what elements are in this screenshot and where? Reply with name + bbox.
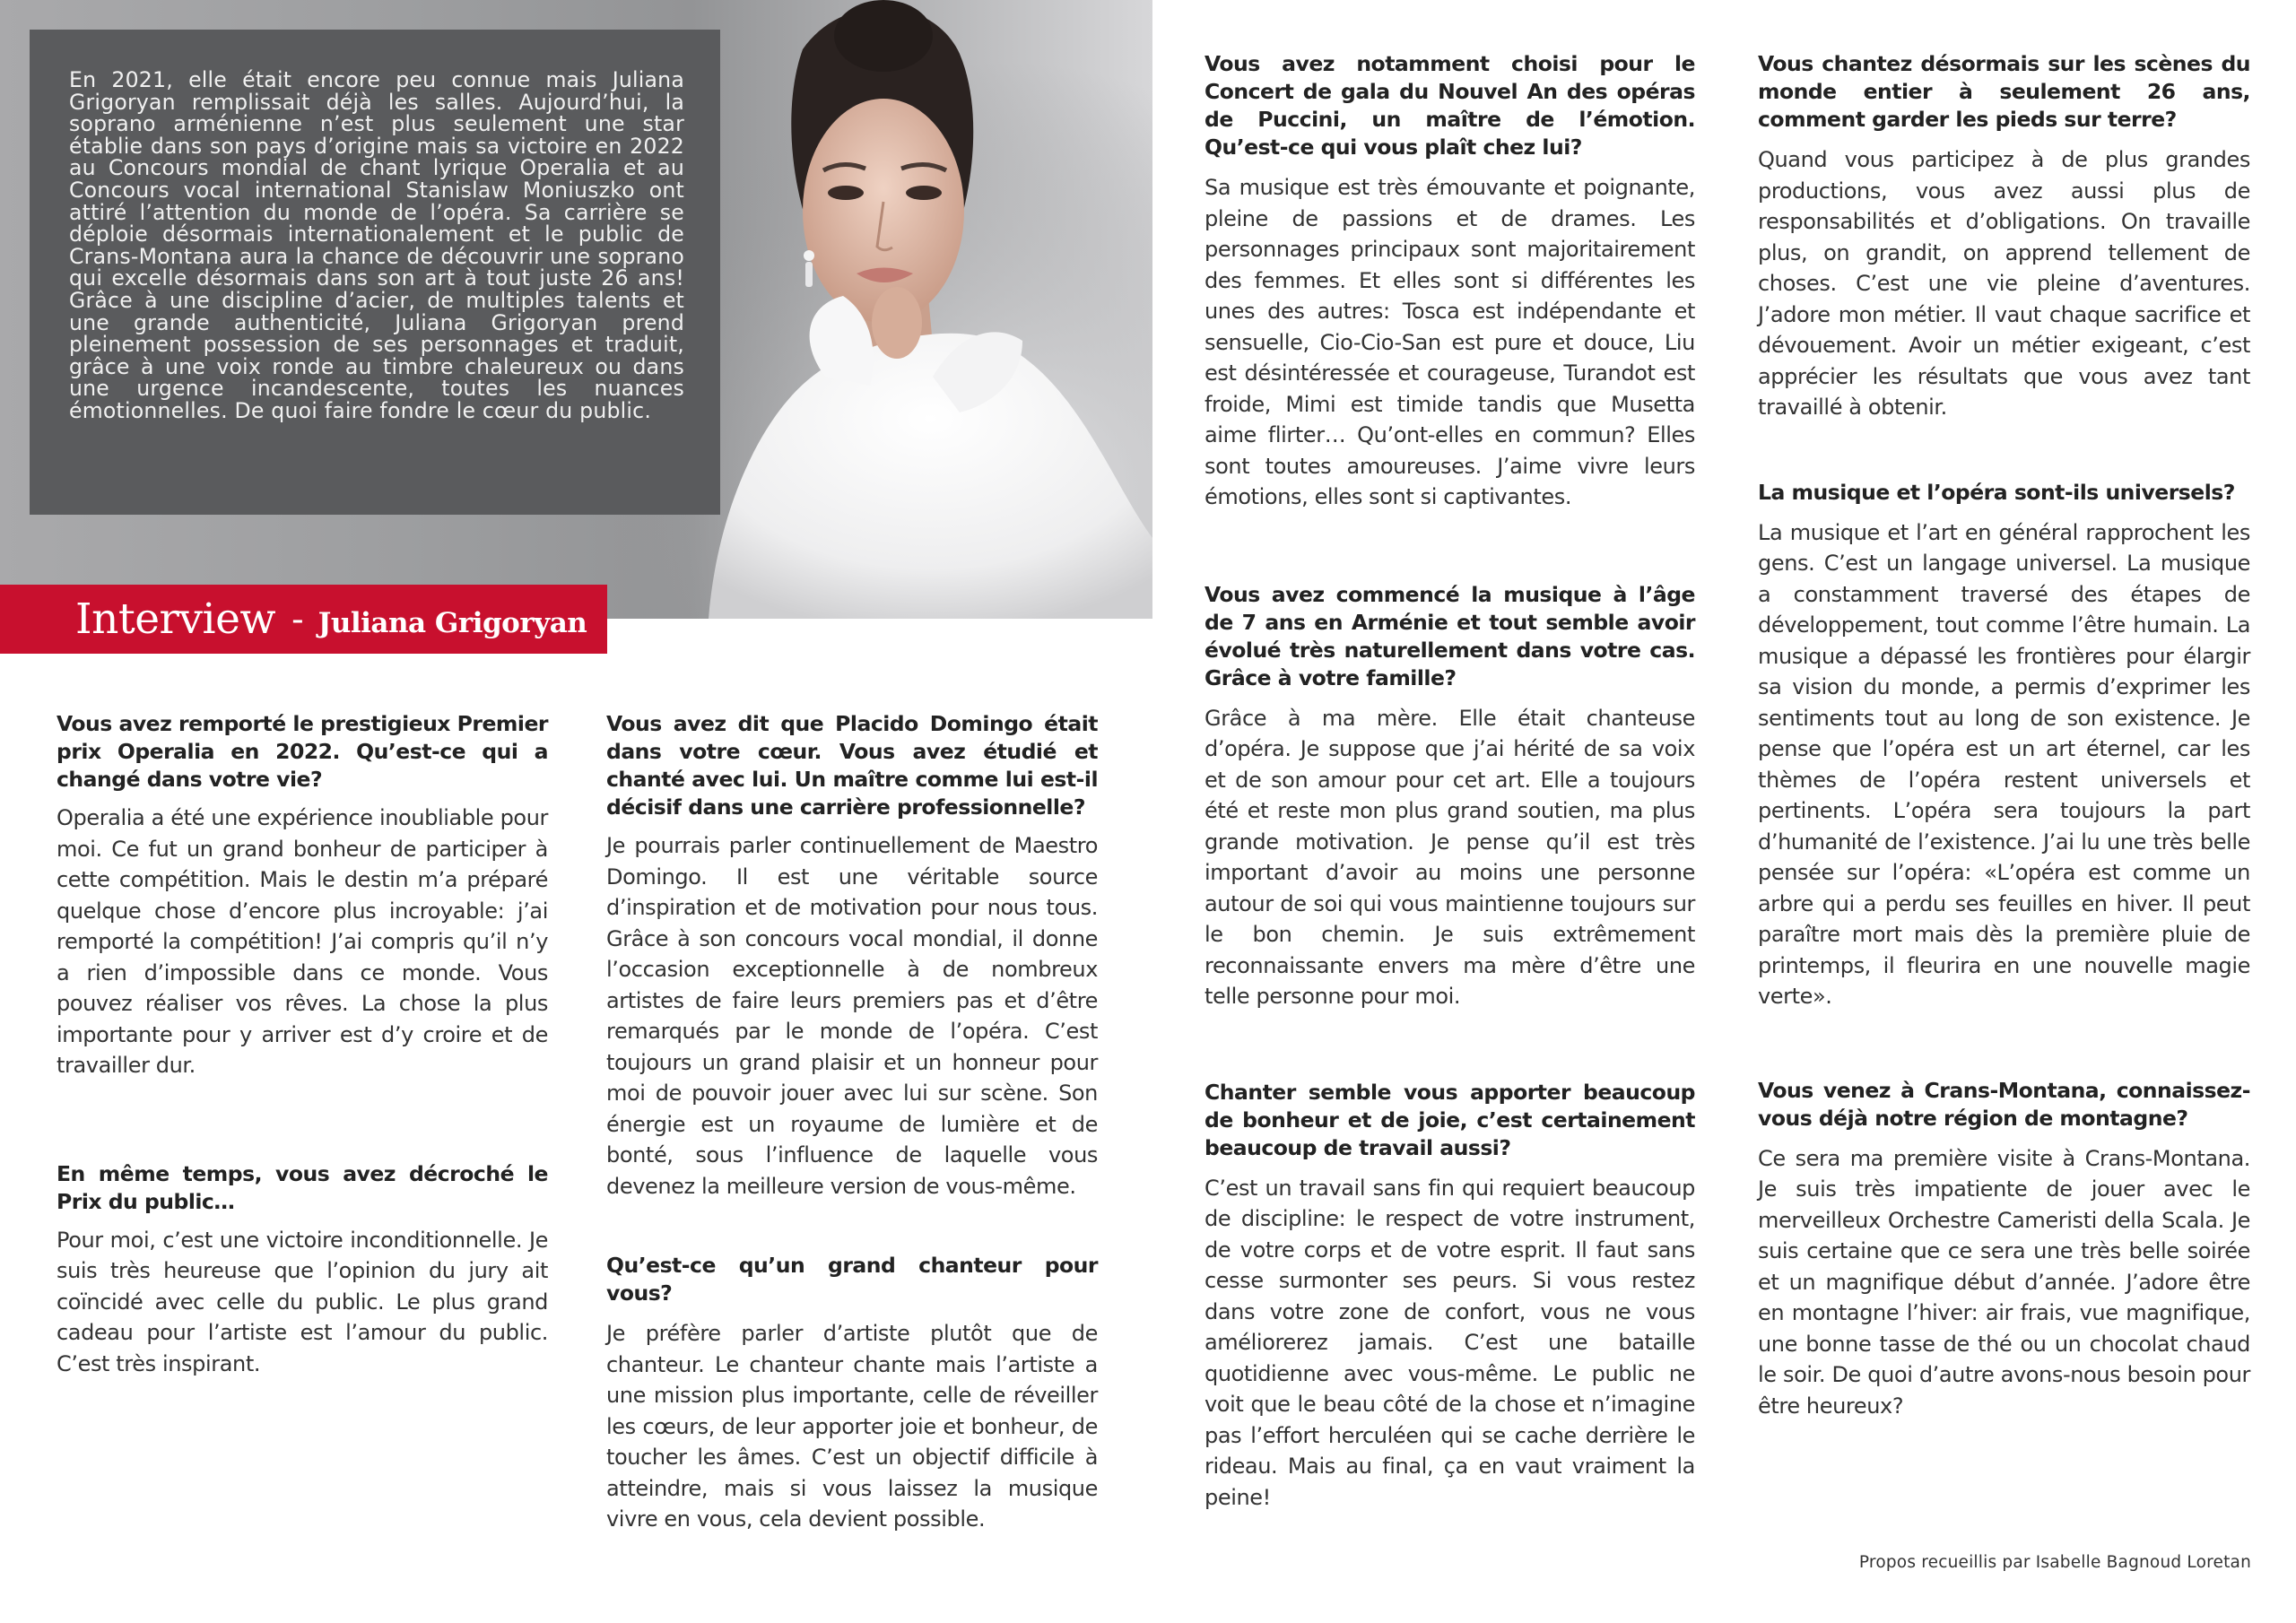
answer: Pour moi, c’est une victoire inconditionnelle. Je suis très heureuse que l’opinion du jury ait coïncidé avec celle du public. Le plus grand cadeau pour l’artiste est l’amour du public. C’est très inspirant. <box>57 1227 548 1376</box>
column-4 <box>1758 50 2250 1421</box>
question: Vous chantez désormais sur les scènes du monde entier à seulement 26 ans, comment garder les pieds sur terre? <box>1758 51 2250 132</box>
hero-section <box>0 0 1152 619</box>
interview-banner <box>0 585 607 654</box>
question: Vous avez notamment choisi pour le Concert de gala du Nouvel An des opéras de Puccini, un maître de l’émotion. Qu’est-ce qui vous plaît chez lui? <box>1205 51 1695 160</box>
question: Qu’est-ce qu’un grand chanteur pour vous? <box>606 1253 1098 1306</box>
question: En même temps, vous avez décroché le Prix du public… <box>57 1160 548 1214</box>
question: Chanter semble vous apporter beaucoup de bonheur et de joie, c’est certainement beaucoup de travail aussi? <box>1205 1079 1695 1160</box>
column-2 <box>606 710 1098 1535</box>
answer: Sa musique est très émouvante et poignante, pleine de passions et de drames. Les personnages principaux sont majoritairement des femmes. Et elles sont si différentes les unes des autres: Tosca est indépendante et sensuelle, Cio-Cio-San est pure et douce, Liu est désintéressée et courageuse, Turandot est froide, Mimi est timide tandis que Musetta aime flirter… Qu’ont-elles en commun? Elles sont toutes amoureuses. J’aime vivre leurs émotions, elles sont si captivantes. <box>1205 175 1695 509</box>
answer: La musique et l’art en général rapprochent les gens. C’est un langage universel. La musique a constamment traversé des étapes de développement, tout comme l’être humain. La musique a dépassé les frontières pour élargir sa vision du monde, a permis d’exprimer les sentiments tout au long de son existence. Je pense que l’opéra est un art éternel, car les thèmes de l’opéra restent universels et pertinents. L’opéra sera toujours la part d’humanité de l’existence. J’ai lu une très belle pensée sur l’opéra: «L’opéra est comme un arbre qui a perdu ses feuilles en hiver. Il peut paraître mort mais dès la première pluie de printemps, il fleurira en une nouvelle magie verte». <box>1758 519 2250 1009</box>
answer: Je pourrais parler continuellement de Maestro Domingo. Il est une véritable source d’inspiration et de motivation pour nous tous. Grâce à son concours vocal mondial, il donne l’occasion exceptionnelle à de nombreux artistes de faire leurs premiers pas et d’être remarqués par le monde de l’opéra. C’est toujours un grand plaisir et un honneur pour moi de pouvoir jouer avec lui sur scène. Son énergie est un royaume de lumière et de bonté, sous l’influence de laquelle vous devenez la meilleure version de vous-même. <box>606 833 1098 1199</box>
question: La musique et l’opéra sont-ils universels? <box>1758 479 2235 505</box>
column-1 <box>57 710 548 1379</box>
answer: Quand vous participez à de plus grandes productions, vous avez aussi plus de responsabilités et d’obligations. On travaille plus, on grandit, on apprend tellement de choses. C’est une vie pleine d’aventures. J’adore mon métier. Il vaut chaque sacrifice et dévouement. Avoir un métier exigeant, c’est apprécier les résultats que vous avez tant travaillé à obtenir. <box>1758 147 2250 420</box>
question: Vous avez dit que Placido Domingo était dans votre cœur. Vous avez étudié et chanté avec lui. Un maître comme lui est-il décisif dans une carrière professionnelle? <box>606 711 1098 820</box>
column-3 <box>1205 50 1695 1513</box>
answer: Grâce à ma mère. Elle était chanteuse d’opéra. Je suppose que j’ai hérité de sa voix et de son amour pour cet art. Elle a toujours été et reste mon plus grand soutien, ma plus grande motivation. Je pense qu’il est très important d’avoir au moins une personne autour de soi qui vous maintienne toujours sur le bon chemin. Je suis extrêmement reconnaissante envers ma mère d’être une telle personne pour moi. <box>1205 705 1695 1009</box>
answer: Ce sera ma première visite à Crans-Montana. Je suis très impatiente de jouer avec le merveilleux Orchestre Cameristi della Scala. Je suis certaine que ce sera une très belle soirée et un magnifique début d’année. J’adore être en montagne l’hiver: air frais, vue magnifique, une bonne tasse de thé ou un chocolat chaud le soir. De quoi d’autre avons-nous besoin pour être heureux? <box>1758 1145 2250 1419</box>
banner-title: Interview <box>75 595 276 644</box>
banner-dash: - <box>291 598 304 640</box>
intro-text: En 2021, elle était encore peu connue mais Juliana Grigoryan remplissait déjà les salles. Aujourd’hui, la soprano arménienne n’est plus seulement une star établie dans son pays d’origine mais sa victoire en 2022 au Concours mondial de chant lyrique Operalia et au Concours vocal international Stanislaw Moniuszko ont attiré l’attention du monde de l’opéra. Sa carrière se déploie désormais internationalement et le public de Crans-Montana aura la chance de découvrir une soprano qui excelle désormais dans son art à tout juste 26 ans! Grâce à une discipline d’acier, de multiples talents et une grande authenticité, Juliana Grigoryan prend pleinement possession de ses personnages et traduit, grâce à une voix ronde au timbre chaleureux ou dans une urgence incandescente, toutes les nuances émotionnelles. De quoi faire fondre le cœur du public. <box>69 67 684 423</box>
question: Vous avez remporté le prestigieux Premier prix Operalia en 2022. Qu’est-ce qui a changé dans votre vie? <box>57 711 548 792</box>
question: Vous avez commencé la musique à l’âge de 7 ans en Arménie et tout semble avoir évolué très naturellement dans votre cas. Grâce à votre famille? <box>1205 581 1695 690</box>
question: Vous venez à Crans-Montana, connaissez-vous déjà notre région de montagne? <box>1758 1077 2250 1131</box>
banner-name: Juliana Grigoryan <box>317 606 587 639</box>
author-credit: Propos recueillis par Isabelle Bagnoud Loretan <box>1858 1553 2251 1572</box>
answer: Operalia a été une expérience inoubliable pour moi. Ce fut un grand bonheur de participer à cette compétition. Mais le destin m’a préparé quelque chose d’encore plus incroyable: j’ai remporté la compétition! J’ai compris qu’il n’y a rien d’impossible dans ce monde. Vous pouvez réaliser vos rêves. La chose la plus importante pour y arriver est d’y croire et de travailler dur. <box>57 805 548 1078</box>
answer: C’est un travail sans fin qui requiert beaucoup de discipline: le respect de votre instrument, de votre corps et de votre esprit. Il faut sans cesse surmonter ses peurs. Si vous restez dans votre zone de confort, vous ne vous améliorerez jamais. C’est une bataille quotidienne avec vous-même. Le public ne voit que le beau côté de la chose et n’imagine pas l’effort herculéen qui se cache derrière le rideau. Mais au final, ça en vaut vraiment la peine! <box>1205 1175 1695 1510</box>
answer: Je préfère parler d’artiste plutôt que de chanteur. Le chanteur chante mais l’artiste a une mission plus importante, celle de réveiller les cœurs, de leur apporter joie et bonheur, de toucher les âmes. C’est un objectif difficile à atteindre, mais si vous laissez la musique vivre en vous, cela devient possible. <box>606 1321 1098 1532</box>
intro-box <box>30 30 720 515</box>
